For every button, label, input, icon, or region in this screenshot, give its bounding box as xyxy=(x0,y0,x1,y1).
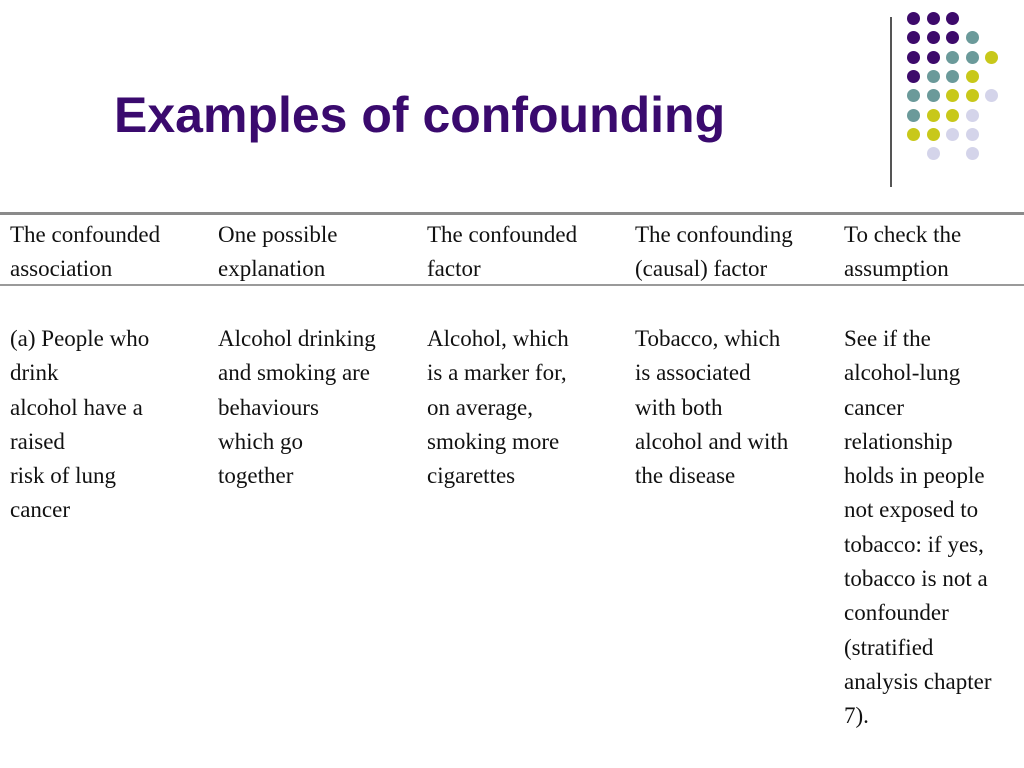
decorative-dot xyxy=(907,89,920,102)
header-confounded-association: The confounded association xyxy=(10,222,161,282)
decorative-dot xyxy=(907,31,920,44)
cell-confounded-factor: Alcohol, which is a marker for, on average, smoking more cigarettes xyxy=(427,326,569,489)
decorative-dot xyxy=(927,109,940,122)
decorative-dot xyxy=(966,51,979,64)
title-divider-line xyxy=(890,17,892,187)
cell-check-assumption: See if the alcohol-lung cancer relationship holds in people not exposed to tobacco: if yes, tobacco is not a confounder (stratified analysis chapter 7). xyxy=(844,326,992,729)
decorative-dot xyxy=(927,51,940,64)
decorative-dot xyxy=(927,147,940,160)
decorative-dot xyxy=(966,89,979,102)
table-top-rule xyxy=(0,212,1024,215)
decorative-dot xyxy=(907,128,920,141)
decorative-dot xyxy=(907,12,920,25)
decorative-dot xyxy=(966,128,979,141)
header-possible-explanation: One possible explanation xyxy=(218,222,338,282)
decorative-dot xyxy=(966,109,979,122)
decorative-dot xyxy=(966,70,979,83)
decorative-dot xyxy=(966,147,979,160)
decorative-dot xyxy=(907,51,920,64)
slide-title: Examples of confounding xyxy=(114,87,726,143)
decorative-dot xyxy=(946,70,959,83)
decorative-dot xyxy=(927,89,940,102)
decorative-dot xyxy=(927,70,940,83)
decorative-dot xyxy=(927,12,940,25)
decorative-dot xyxy=(946,89,959,102)
decorative-dot xyxy=(946,51,959,64)
decorative-dot xyxy=(927,128,940,141)
decorative-dot xyxy=(966,31,979,44)
decorative-dot xyxy=(985,89,998,102)
header-confounding-factor: The confounding (causal) factor xyxy=(635,222,793,282)
header-confounded-factor: The confounded factor xyxy=(427,222,578,282)
header-check-assumption: To check the assumption xyxy=(844,222,962,282)
decorative-dot xyxy=(927,31,940,44)
decorative-dot xyxy=(907,70,920,83)
decorative-dot xyxy=(946,12,959,25)
decorative-dot xyxy=(985,51,998,64)
decorative-dot xyxy=(946,31,959,44)
decorative-dot xyxy=(946,109,959,122)
cell-confounding-factor: Tobacco, which is associated with both alcohol and with the disease xyxy=(635,326,789,489)
decorative-dot xyxy=(946,128,959,141)
decorative-dot xyxy=(907,109,920,122)
cell-confounded-association: (a) People who drink alcohol have a raised risk of lung cancer xyxy=(10,326,150,523)
cell-possible-explanation: Alcohol drinking and smoking are behaviours which go together xyxy=(218,326,376,489)
